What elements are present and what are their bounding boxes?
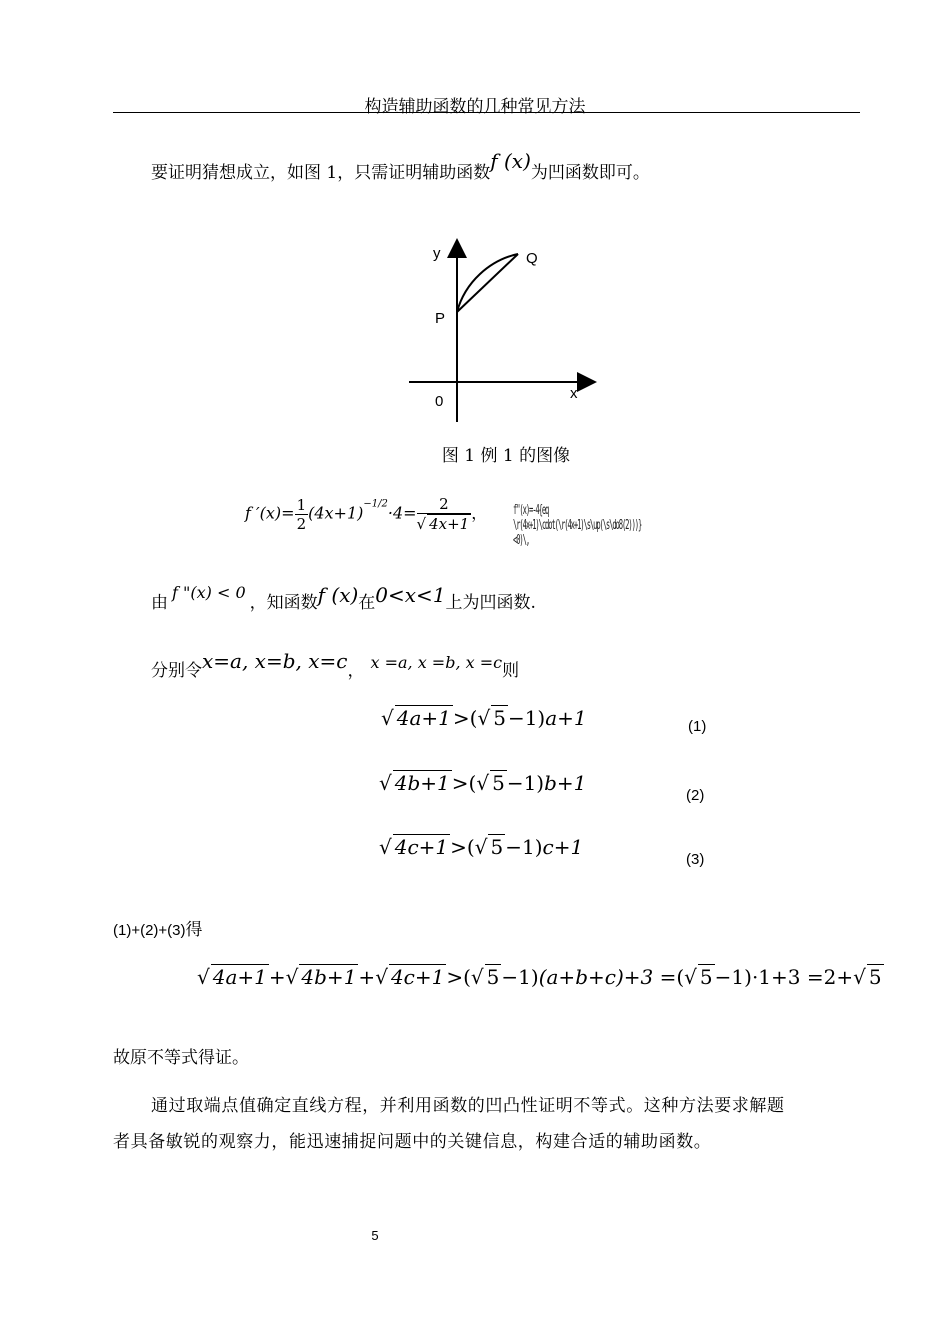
text-zai: 在: [358, 593, 376, 613]
intro-text-after: 为凹函数即可。: [530, 163, 650, 183]
second-derivative-condition: f "(x) < 0: [172, 583, 246, 602]
text-mid: ，知函数: [249, 593, 318, 613]
derivative-lhs: f ′(x)=: [245, 503, 295, 523]
intro-function: f (x): [490, 149, 531, 173]
summary-line-1: 通过取端点值确定直线方程，并利用函数的凹凸性证明不等式。这种方法要求解题: [151, 1096, 785, 1116]
substitution-vars: x=a, x=b, x=c: [202, 649, 348, 673]
paragraph-concave: [151, 583, 536, 613]
derivative-times: ·4=: [387, 503, 417, 523]
equation-3: √ 4c+1 >(√ 5 −1)c+1: [379, 835, 584, 859]
equation-label-1: (1): [688, 718, 707, 735]
derivative-exponent: −1/2: [363, 498, 388, 510]
summary-line-2: 者具备敏锐的观察力，能迅速捕捉问题中的关键信息，构建合适的辅助函数。: [113, 1132, 712, 1152]
derivative-comma: ，: [471, 503, 488, 523]
concavity-figure: [395, 232, 610, 427]
origin-label: 0: [435, 393, 444, 410]
text-let: 分别令: [151, 661, 202, 681]
text-after: 上为凹函数.: [445, 593, 536, 613]
fraction-result: $\frac{2}{√ 4x+1}$: [416, 495, 470, 533]
equation-1: √ 4a+1 >(√ 5 −1)a+1: [381, 706, 587, 730]
equation-label-2: (2): [686, 787, 705, 804]
y-axis-label: y: [433, 245, 441, 262]
substitution-vars-dup: x =a, x =b, x =c: [370, 653, 503, 672]
derivative-equation: [245, 495, 487, 533]
equation-2: √ 4b+1 >(√ 5 −1)b+1: [379, 771, 587, 795]
figure-caption: 图 1 例 1 的图像: [441, 446, 571, 466]
intro-text-before: 要证明猜想成立，如图 1，只需证明辅助函数: [151, 163, 491, 183]
final-equation: √ 4a+1 +√ 4b+1 +√ 4c+1 >(√ 5 −1)(a+b+c)+3 =(√ 5 −1)·1+3 =2+√ 5: [197, 965, 882, 989]
running-header: 构造辅助函数的几种常见方法: [364, 97, 586, 117]
point-p-label: P: [435, 310, 446, 327]
chord-pq: [457, 254, 518, 312]
derivative-base: (4x+1): [308, 503, 364, 523]
text-sep: ，: [347, 661, 365, 681]
conclusion: 故原不等式得证。: [113, 1048, 249, 1068]
garbled-field-code: f"(x)=-4{eq \r(4x+1)\cdot(\r(4x+1)\s\up(\s\do8(2)))}<0)\,: [513, 503, 642, 548]
paragraph-substitution: [151, 649, 520, 681]
text-then: 则: [502, 661, 520, 681]
page-number: 5: [371, 1228, 379, 1243]
fraction-half: $\frac{1}{2}$: [296, 495, 307, 533]
text-you: 由: [151, 593, 168, 613]
x-axis-label: x: [570, 385, 578, 402]
header-rule: [113, 112, 860, 113]
sum-de: 得: [185, 920, 203, 940]
sum-label: (1)+(2)+(3): [113, 922, 186, 939]
equation-label-3: (3): [686, 851, 705, 868]
point-q-label: Q: [526, 250, 538, 267]
interval: 0<x<1: [375, 583, 446, 607]
paragraph-intro: [151, 149, 650, 183]
function-fx: f (x): [317, 583, 359, 607]
sum-line: [113, 915, 203, 940]
